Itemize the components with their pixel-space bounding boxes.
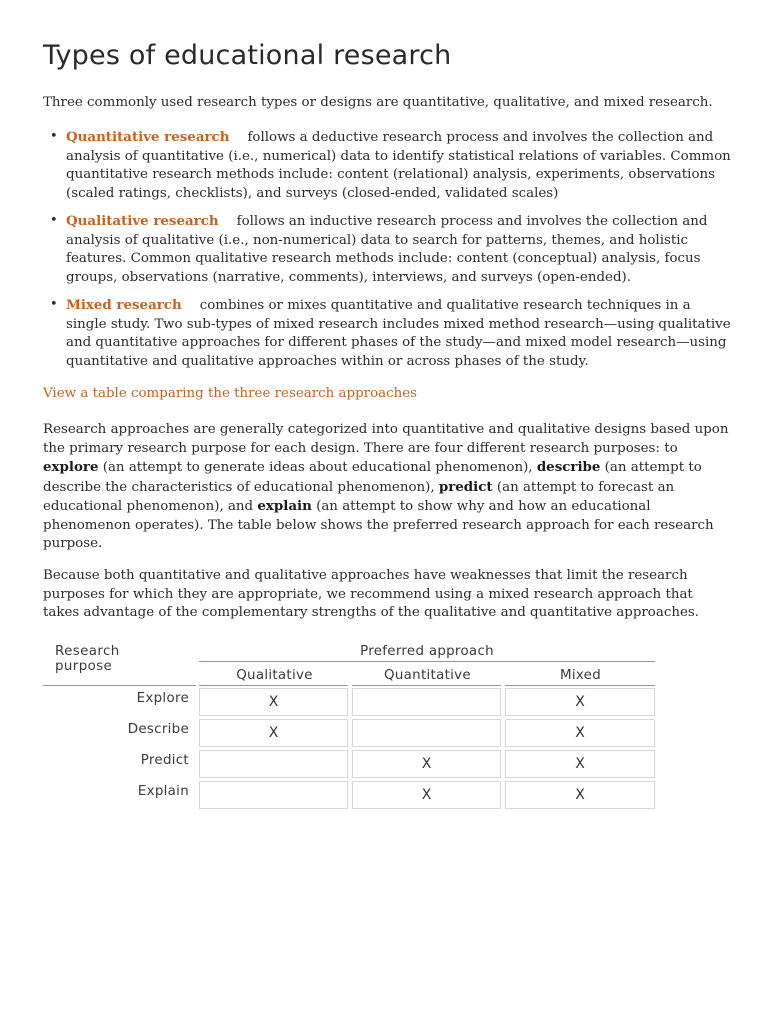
keyword-predict: predict <box>438 478 493 495</box>
definition-text: follows an inductive research process and involves the collection and analysis of qualitative (i.e., non-numerical) data to search for patterns, themes, and holistic features. Common qualitative research methods include: content (conceptual) analysis, focus groups, observations (narrative, comments), interviews, and surveys (open-ended). <box>66 214 708 285</box>
keyword-explore: explore <box>43 459 99 475</box>
table-cell <box>199 781 348 809</box>
para-text: (an attempt to forecast an educational phenomenon), and <box>43 479 675 514</box>
list-item <box>43 212 733 287</box>
table-cell <box>352 719 501 747</box>
term-qualitative-research: Qualitative research <box>66 213 219 229</box>
table-cell: X <box>352 750 501 778</box>
bullet-icon: • <box>50 213 58 228</box>
table-cell <box>199 750 348 778</box>
bullet-icon: • <box>50 129 58 144</box>
list-item <box>43 296 733 371</box>
recommendation-paragraph: Because both quantitative and qualitative approaches have weaknesses that limit the research purposes for which they are appropriate, we recommend using a mixed research approach that takes advantage of the complementary strengths of the qualitative and quantitative approaches. <box>43 568 700 620</box>
intro-paragraph: Three commonly used research types or designs are quantitative, qualitative, and mixed research. <box>43 95 713 110</box>
row-label-explore: Explore <box>136 691 189 706</box>
definition-text: follows a deductive research process and involves the collection and analysis of quantitative (i.e., numerical) data to identify statistical relations of variables. Common quantitative research methods include: content (relational) analysis, experiments, observations (scaled ratings, checklists), and surveys (closed-ended, validated scales) <box>66 130 731 201</box>
header-rule <box>199 661 655 662</box>
para-text: (an attempt to show why and how an educational phenomenon operates). The table below shows the preferred research approach for each research purpose. <box>43 499 714 551</box>
definition-text: combines or mixes quantitative and qualitative research techniques in a single study. Two sub-types of mixed research includes mixed method research—using qualitative and quantitative approaches for different phases of the study—and mixed model research—using quantitative and qualitative approaches within or across phases of the study. <box>66 298 731 369</box>
table-cell <box>352 688 501 716</box>
column-header-mixed: Mixed <box>559 668 602 683</box>
table-cell: X <box>505 781 655 809</box>
keyword-explain: explain <box>257 498 312 514</box>
keyword-describe: describe <box>536 459 601 475</box>
para-text: (an attempt to generate ideas about educational phenomenon), <box>98 460 537 475</box>
row-label-describe: Describe <box>127 722 189 737</box>
table-cell: X <box>505 688 655 716</box>
bullet-icon: • <box>50 297 58 312</box>
purposes-paragraph <box>43 421 733 554</box>
header-rule <box>505 685 655 686</box>
para-text: (an attempt to describe the characteristics of educational phenomenon), <box>43 460 702 495</box>
page-title: Types of educational research <box>43 40 452 71</box>
term-mixed-research: Mixed research <box>66 297 182 313</box>
table-cell: X <box>199 688 348 716</box>
comparison-table-link[interactable]: View a table comparing the three research approaches <box>43 386 418 401</box>
table-cell: X <box>352 781 501 809</box>
header-rule <box>199 685 348 686</box>
row-label-predict: Predict <box>140 753 189 768</box>
column-header-quantitative: Quantitative <box>384 668 471 683</box>
list-item <box>43 128 733 203</box>
term-quantitative-research: Quantitative research <box>66 129 230 145</box>
research-types-list <box>43 128 733 380</box>
research-purpose-header: Research purpose <box>55 644 120 674</box>
preferred-approach-header: Preferred approach <box>360 644 494 659</box>
table-cell: X <box>505 719 655 747</box>
row-label-explain: Explain <box>137 784 189 799</box>
para-text: Research approaches are generally categorized into quantitative and qualitative designs based upon the primary research purpose for each design. There are four different research purposes: to <box>43 422 729 456</box>
table-cell: X <box>199 719 348 747</box>
table-cell: X <box>505 750 655 778</box>
header-rule <box>352 685 501 686</box>
column-header-qualitative: Qualitative <box>236 668 313 683</box>
header-rule <box>43 685 196 686</box>
